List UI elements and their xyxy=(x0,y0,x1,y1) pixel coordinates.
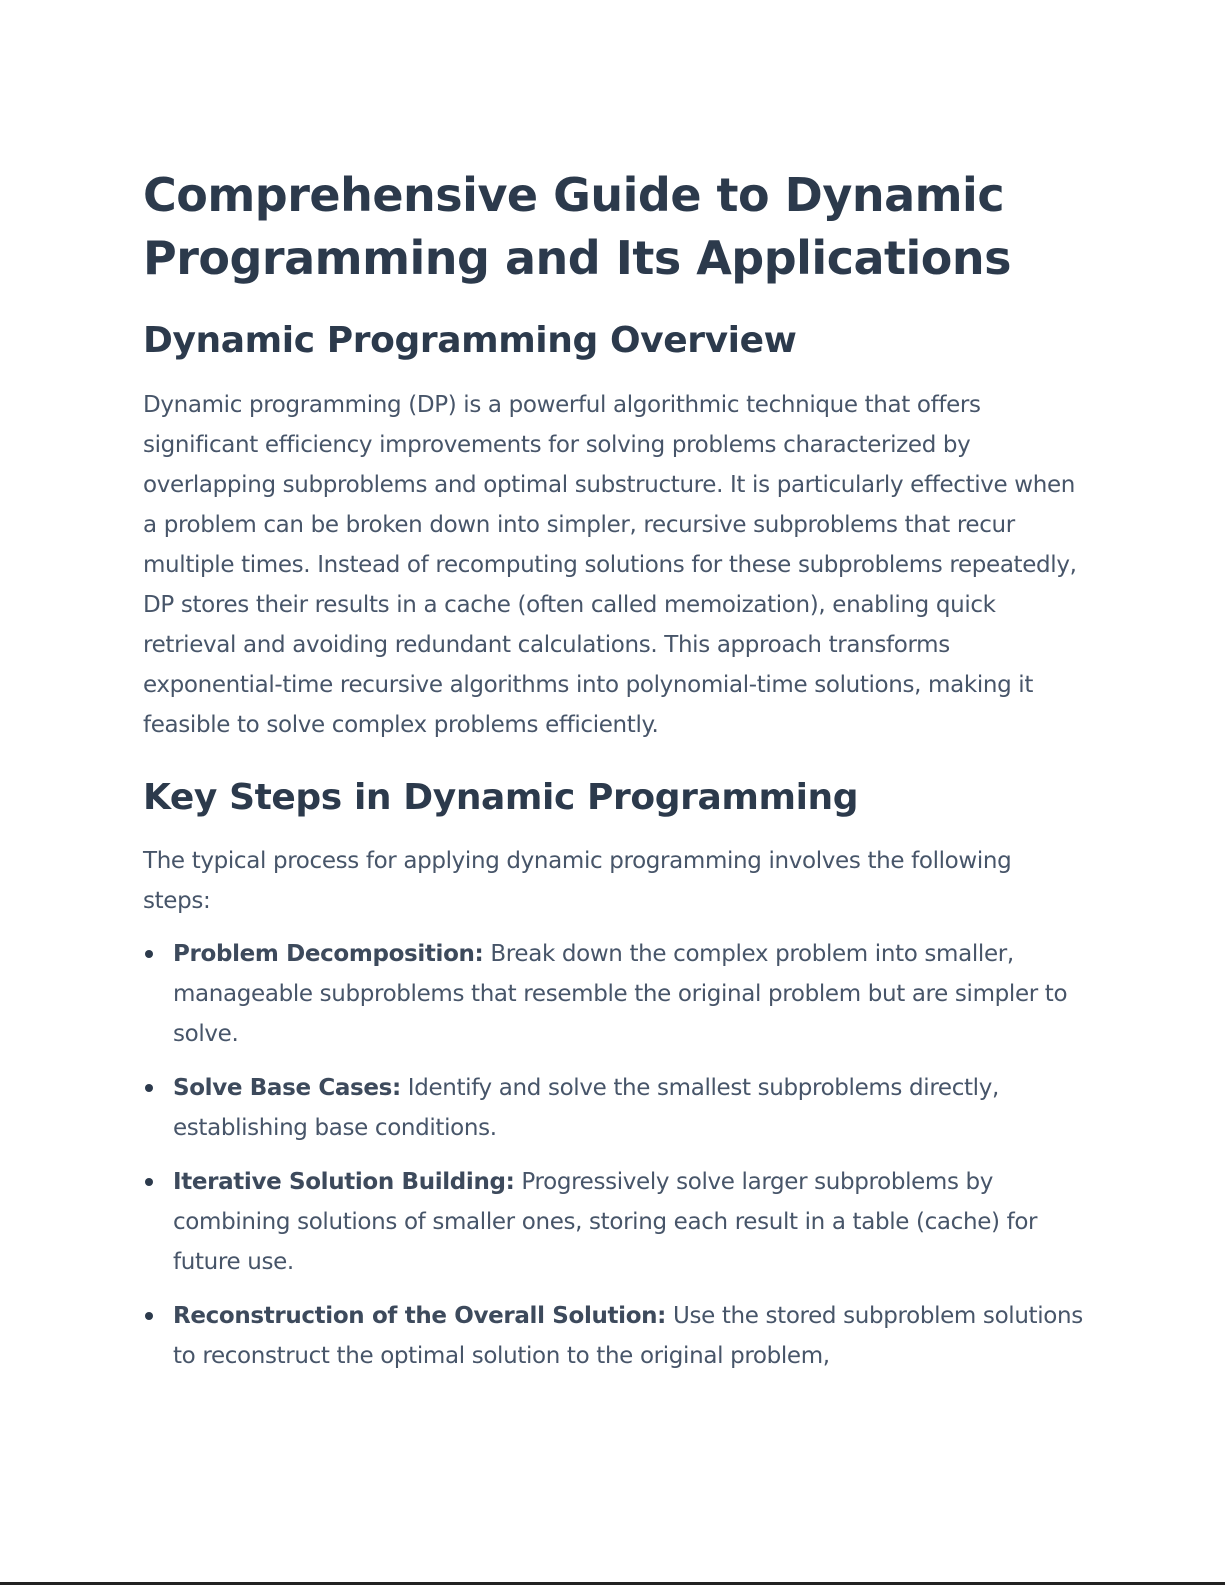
list-item-term: Solve Base Cases: xyxy=(173,1075,401,1101)
key-steps-list xyxy=(143,934,1083,1376)
list-item-term: Problem Decomposition: xyxy=(173,941,484,967)
section-heading-overview: Dynamic Programming Overview xyxy=(143,320,797,361)
bullet-icon xyxy=(145,1178,153,1186)
bullet-icon xyxy=(145,1312,153,1320)
list-item-iterative-solution-building xyxy=(143,1162,1083,1282)
list-item-text: Progressively solve larger subproblems by combining solutions of smaller ones, storing each result in a table (cache) for future use. xyxy=(173,1169,1038,1275)
document-page xyxy=(143,164,1083,1390)
list-item-term: Iterative Solution Building: xyxy=(173,1169,515,1195)
list-item-text: Break down the complex problem into smaller, manageable subproblems that resemble the original problem but are simpler to solve. xyxy=(173,941,1068,1047)
page-title: Comprehensive Guide to Dynamic Programming and Its Applications xyxy=(143,168,1011,285)
list-item-text: Use the stored subproblem solutions to reconstruct the optimal solution to the original problem, xyxy=(173,1303,1083,1369)
list-item-text: Identify and solve the smallest subproblems directly, establishing base conditions. xyxy=(173,1075,999,1141)
key-steps-intro-paragraph: The typical process for applying dynamic programming involves the following steps: xyxy=(143,848,1012,914)
bullet-icon xyxy=(145,950,153,958)
bullet-icon xyxy=(145,1084,153,1092)
list-item-problem-decomposition xyxy=(143,934,1083,1054)
list-item-reconstruction xyxy=(143,1296,1083,1376)
section-heading-key-steps: Key Steps in Dynamic Programming xyxy=(143,777,859,818)
list-item-term: Reconstruction of the Overall Solution: xyxy=(173,1303,667,1329)
overview-paragraph: Dynamic programming (DP) is a powerful algorithmic technique that offers significant efficiency improvements for solving problems characterized by overlapping subproblems and optimal substructure. It is particularly effective when a problem can be broken down into simpler, recursive subproblems that recur multiple times. Instead of recomputing solutions for these subproblems repeatedly, DP stores their results in a cache (often called memoization), enabling quick retrieval and avoiding redundant calculations. This approach transforms exponential-time recursive algorithms into polynomial-time solutions, making it feasible to solve complex problems efficiently. xyxy=(143,392,1077,738)
list-item-solve-base-cases xyxy=(143,1068,1083,1148)
